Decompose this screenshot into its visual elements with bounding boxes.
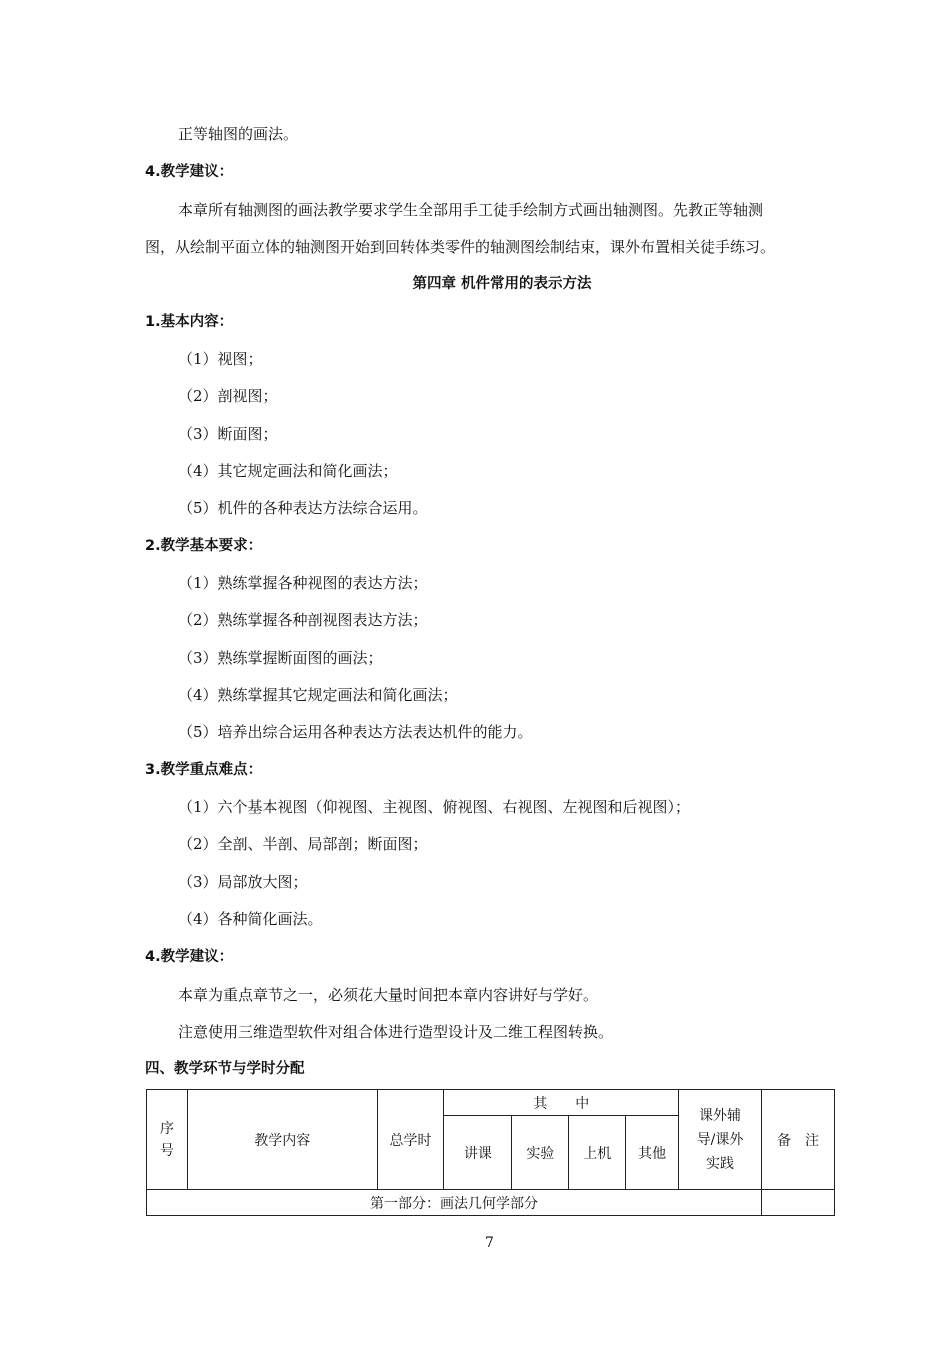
header-lecture: 讲课 bbox=[444, 1116, 512, 1190]
header-seq: 序号 bbox=[147, 1090, 188, 1190]
list-item: （4）熟练掌握其它规定画法和简化画法； bbox=[178, 686, 458, 704]
list-item: （2）剖视图； bbox=[178, 387, 278, 405]
list-item: （2）熟练掌握各种剖视图表达方法； bbox=[178, 611, 428, 629]
paragraph-line: 本章所有轴测图的画法教学要求学生全部用手工徒手绘制方式画出轴测图。先教正等轴测 bbox=[178, 201, 764, 219]
list-item: （3）局部放大图； bbox=[178, 873, 308, 891]
header-remark: 备 注 bbox=[762, 1090, 835, 1190]
header-among: 其 中 bbox=[444, 1090, 679, 1116]
section-heading: 1.基本内容： bbox=[145, 314, 234, 330]
list-item: （1）六个基本视图（仰视图、主视图、俯视图、右视图、左视图和后视图）； bbox=[178, 798, 691, 816]
table-cell-remark-empty bbox=[762, 1190, 835, 1216]
header-experiment: 实验 bbox=[512, 1116, 569, 1190]
list-item: （3）熟练掌握断面图的画法； bbox=[178, 649, 383, 667]
page-number: 7 bbox=[485, 1235, 494, 1251]
section-heading: 2.教学基本要求： bbox=[145, 538, 263, 554]
header-total-hours: 总学时 bbox=[377, 1090, 444, 1190]
section-heading: 四、教学环节与学时分配 bbox=[145, 1061, 305, 1077]
header-other: 其他 bbox=[626, 1116, 679, 1190]
list-item: （4）其它规定画法和简化画法； bbox=[178, 462, 398, 480]
list-item: （1）视图； bbox=[178, 350, 263, 368]
section-heading: 3.教学重点难点： bbox=[145, 762, 263, 778]
header-content: 教学内容 bbox=[187, 1090, 377, 1190]
list-item: （5）培养出综合运用各种表达方法表达机件的能力。 bbox=[178, 723, 533, 741]
chapter-title: 第四章 机件常用的表示方法 bbox=[412, 276, 592, 292]
hours-allocation-table bbox=[146, 1089, 835, 1216]
list-item: （2）全剖、半剖、局部剖；断面图； bbox=[178, 835, 428, 853]
list-item: （4）各种简化画法。 bbox=[178, 910, 323, 928]
header-computer: 上机 bbox=[569, 1116, 626, 1190]
section-heading: 4.教学建议： bbox=[145, 164, 234, 180]
table-row-part1: 第一部分：画法几何学部分 bbox=[147, 1190, 762, 1216]
list-item: （1）熟练掌握各种视图的表达方法； bbox=[178, 574, 428, 592]
paragraph-line: 本章为重点章节之一，必须花大量时间把本章内容讲好与学好。 bbox=[178, 986, 599, 1004]
section-heading: 4.教学建议： bbox=[145, 949, 234, 965]
paragraph-line: 注意使用三维造型软件对组合体进行造型设计及二维工程图转换。 bbox=[178, 1023, 614, 1041]
list-item: （3）断面图； bbox=[178, 425, 278, 443]
paragraph-line: 正等轴图的画法。 bbox=[178, 125, 299, 143]
list-item: （5）机件的各种表达方法综合运用。 bbox=[178, 499, 428, 517]
header-extra: 课外辅导/课外实践 bbox=[679, 1090, 762, 1190]
paragraph-line: 图，从绘制平面立体的轴测图开始到回转体类零件的轴测图绘制结束，课外布置相关徒手练习。 bbox=[145, 238, 776, 256]
